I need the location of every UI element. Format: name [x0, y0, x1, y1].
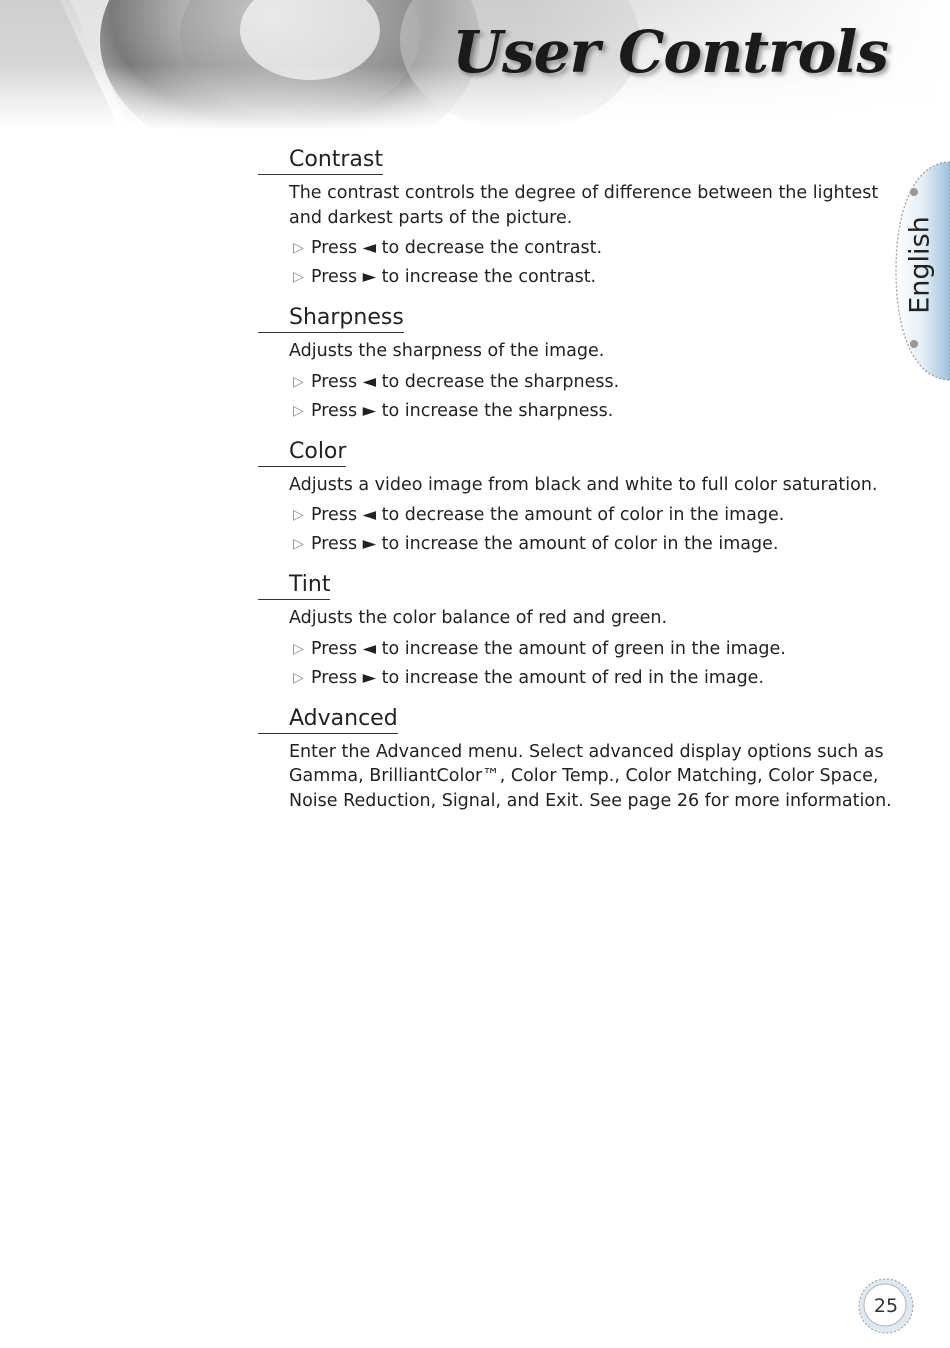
list-item — [258, 263, 898, 292]
section-title: Contrast — [258, 146, 383, 175]
section-title: Sharpness — [258, 304, 404, 333]
section-advanced — [258, 705, 898, 814]
page-number-badge — [856, 1276, 916, 1336]
section-tint — [258, 571, 898, 693]
caret-right-icon: ▷ — [293, 373, 304, 390]
list-item — [258, 397, 898, 426]
list-item-text: Press ◄ to decrease the sharpness. — [311, 371, 620, 392]
caret-right-icon: ▷ — [293, 669, 304, 686]
list-item-text: Press ► to increase the amount of color in the image. — [311, 534, 779, 554]
section-description: Enter the Advanced menu. Select advanced display options such as Gamma, BrilliantColor™, Color Temp., Color Matching, Color Space, Noise Reduction, Signal, and Exit. See page 26 for more information. — [289, 741, 892, 811]
dot-icon — [910, 340, 918, 348]
section-title: Tint — [258, 571, 330, 600]
section-description: Adjusts the color balance of red and green. — [289, 608, 668, 628]
list-item — [258, 501, 898, 530]
list-item-text: Press ◄ to decrease the contrast. — [311, 238, 603, 258]
caret-right-icon: ▷ — [293, 269, 304, 285]
section-sharpness — [258, 304, 898, 426]
page-number: 25 — [873, 1295, 899, 1317]
caret-right-icon: ▷ — [293, 240, 304, 256]
section-title: Advanced — [258, 705, 398, 734]
language-tab-label: English — [904, 216, 936, 314]
section-description: The contrast controls the degree of difference between the lightest and darkest parts of the picture. — [289, 183, 879, 228]
content — [258, 146, 898, 825]
list-item — [258, 234, 898, 263]
list-item-text: Press ► to increase the contrast. — [311, 267, 597, 287]
list-item — [258, 664, 898, 693]
caret-right-icon: ▷ — [293, 402, 304, 419]
language-tab-label-wrap — [895, 200, 945, 330]
list-item-text: Press ► to increase the sharpness. — [311, 400, 614, 421]
list-item — [258, 635, 898, 664]
list-item-text: Press ◄ to decrease the amount of color in the image. — [311, 505, 785, 525]
section-description: Adjusts the sharpness of the image. — [289, 341, 605, 361]
caret-right-icon: ▷ — [293, 536, 304, 552]
caret-right-icon: ▷ — [293, 640, 304, 657]
page-title: User Controls — [452, 18, 888, 86]
section-color — [258, 438, 898, 560]
section-description: Adjusts a video image from black and white to full color saturation. — [289, 474, 878, 495]
header-banner — [0, 0, 950, 130]
list-item-text: Press ► to increase the amount of red in the image. — [311, 667, 765, 688]
list-item — [258, 368, 898, 397]
dot-icon — [910, 188, 918, 196]
section-title: Color — [258, 438, 346, 467]
caret-right-icon: ▷ — [293, 507, 304, 523]
list-item — [258, 530, 898, 559]
list-item-text: Press ◄ to increase the amount of green in the image. — [311, 638, 786, 659]
section-contrast — [258, 146, 898, 292]
